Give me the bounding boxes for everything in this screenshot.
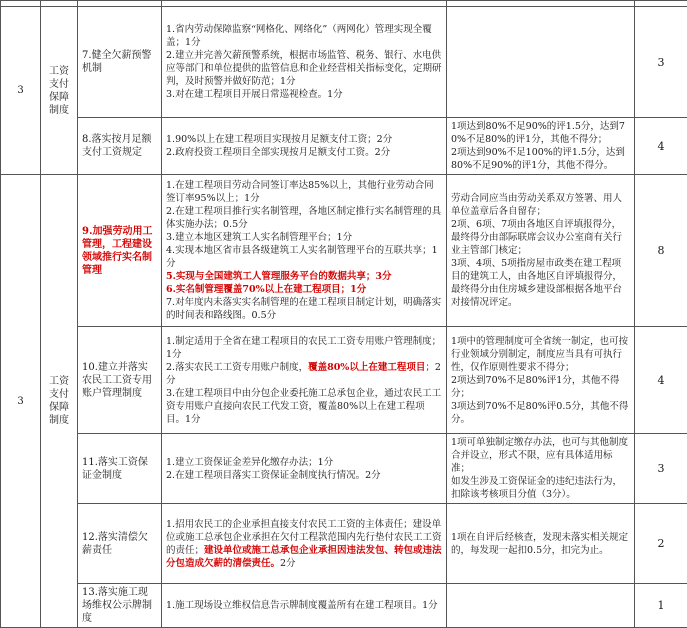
rules-line: 2项、6项、7项由各地区自评填报得分，最终得分由部际联席会议办公室商有关行业主管部门核定； [451,218,630,257]
criteria-highlight: 覆盖80%以上在建工程项目 [308,362,425,373]
rules-line: 劳动合同应当由劳动关系双方签署、用人单位盖章后各自留存； [451,192,630,218]
criteria-text [162,584,447,628]
score-value: 2 [635,504,687,584]
criteria-line: 7.对年度内未落实实名制管理的在建工程项目制定计划，明确落实的时间表和路线图。0.5分 [166,296,442,322]
criteria-line: 2.在建工程项目落实工资保证金制度执行情况。2分 [166,469,442,482]
score-value: 4 [635,118,687,175]
criteria-line-highlight: 5.实现与全国建筑工人管理服务平台的数据共享；3分 [166,270,442,283]
table-row [1,504,687,584]
item-name: 12.落实清偿欠薪责任 [78,504,162,584]
criteria-line: 4.实现本地区省市县各级建筑工人实名制管理平台的互联共享；1分 [166,244,442,270]
group-number: 3 [1,175,41,628]
criteria-text [162,7,447,118]
criteria-text [162,327,447,434]
item-name: 11.落实工资保证金制度 [78,434,162,504]
criteria-text-part: 2分 [280,558,296,569]
criteria-line: 1.90%以上在建工程项目实现按月足额支付工资；2分 [166,133,442,146]
criteria-line: 1.省内劳动保障监察“网格化、网络化”（两网化）管理实现全覆盖；1分 [166,23,442,49]
table-row [1,584,687,628]
table-row [1,175,687,327]
criteria-line: 3.建立本地区建筑工人实名制管理平台；1分 [166,231,442,244]
criteria-text-part: ；2分 [166,362,441,386]
rules-text [447,327,635,434]
rules-text [447,504,635,584]
criteria-line: 2.政府投资工程项目全部实现按月足额支付工资。2分 [166,146,442,159]
item-name: 7.健全欠薪预警机制 [78,7,162,118]
group-category: 工资支付保障制度 [41,175,78,628]
criteria-line: 3.对在建工程项目开展日常巡视检查。1分 [166,88,442,101]
item-name: 8.落实按月足额支付工资规定 [78,118,162,175]
criteria-highlight: 建设单位或施工总承包企业承担因违法发包、转包或违法分包造成欠薪的清偿责任。 [166,545,442,569]
rules-line: 1项达到80%不足90%的评1.5分，达到70%不足80%的评1分，其他不得分； [451,120,630,146]
criteria-text [162,504,447,584]
score-value: 4 [635,327,687,434]
criteria-text [162,434,447,504]
criteria-line: 2.建立并完善欠薪预警系统，根据市场监管、税务、银行、水电供应等部门和单位提供的监管信息和企业经营相关指标变化，定期研判，及时预警并做好防范；1分 [166,49,442,88]
criteria-line [166,518,442,570]
score-value: 1 [635,584,687,628]
item-name: 13.落实施工现场维权公示牌制度 [78,584,162,628]
score-value: 3 [635,434,687,504]
rules-line: 如发生涉及工资保证金的违纪违法行为，扣除该考核项目分值（3分）。 [451,475,630,501]
criteria-line [166,361,442,387]
group-number: 3 [1,7,41,175]
rules-line: 2项达到70%不足80%评1分，其他不得分； [451,374,630,400]
criteria-line: 2.在建工程项目推行实名制管理，各地区制定推行实名制管理的具体实施办法；0.5分 [166,205,442,231]
table-row [1,7,687,118]
criteria-text [162,118,447,175]
rules-line: 3项、4项、5项指房屋市政类在建工程项目的建筑工人，由各地区自评填报得分，最终得分由住房城乡建设部根据各地平台对接情况评定。 [451,257,630,309]
criteria-line: 1.建立工资保证金差异化缴存办法；1分 [166,456,442,469]
score-value: 8 [635,175,687,327]
rules-text [447,7,635,118]
criteria-text-part: 2.落实农民工工资专用账户制度， [166,362,308,373]
criteria-line: 3.在建工程项目中由分包企业委托施工总承包企业，通过农民工工资专用账户直接向农民工代发工资，覆盖80%以上在建工程项目。1分 [166,387,442,426]
table-row [1,118,687,175]
criteria-text-part: 1.招用农民工的企业承担直接支付农民工工资的主体责任；建设单位或施工总承包企业承担在欠付工程款范围内先行垫付农民工工资的责任； [166,519,442,556]
rules-line: 3项达到70%不足80%评0.5分，其他不得分。 [451,400,630,426]
group-category: 工资支付保障制度 [41,7,78,175]
rules-line: 1项可单独制定缴存办法，也可与其他制度合并设立，形式不限，应有具体适用标准； [451,436,630,475]
criteria-line-highlight: 6.实名制管理覆盖70%以上在建工程项目；1分 [166,283,442,296]
rules-text [447,584,635,628]
criteria-line: 1.制定适用于全省在建工程项目的农民工工资专用账户管理制度；1分 [166,335,442,361]
table-row [1,434,687,504]
rules-line: 1项中的管理制度可全省统一制定，也可按行业领域分别制定，制度应当具有可执行性，仅作原则性要求不得分； [451,335,630,374]
criteria-text [162,175,447,327]
item-name: 9.加强劳动用工管理，工程建设领域推行实名制管理 [78,175,162,327]
rules-text [447,175,635,327]
criteria-line: 1.施工现场设立维权信息告示牌制度覆盖所有在建工程项目。1分 [166,599,442,612]
score-value: 3 [635,7,687,118]
rules-line: 1项在自评后经核查，发现未落实相关规定的，每发现一起扣0.5分，扣完为止。 [451,531,630,557]
rules-text [447,434,635,504]
rules-line: 2项达到90%不足100%的评1.5分，达到80%不足90%的评1分，其他不得分。 [451,146,630,172]
criteria-line: 1.在建工程项目劳动合同签订率达85%以上，其他行业劳动合同签订率95%以上；1分 [166,179,442,205]
table-row [1,327,687,434]
item-name: 10.建立并落实农民工工资专用账户管理制度 [78,327,162,434]
rules-text [447,118,635,175]
